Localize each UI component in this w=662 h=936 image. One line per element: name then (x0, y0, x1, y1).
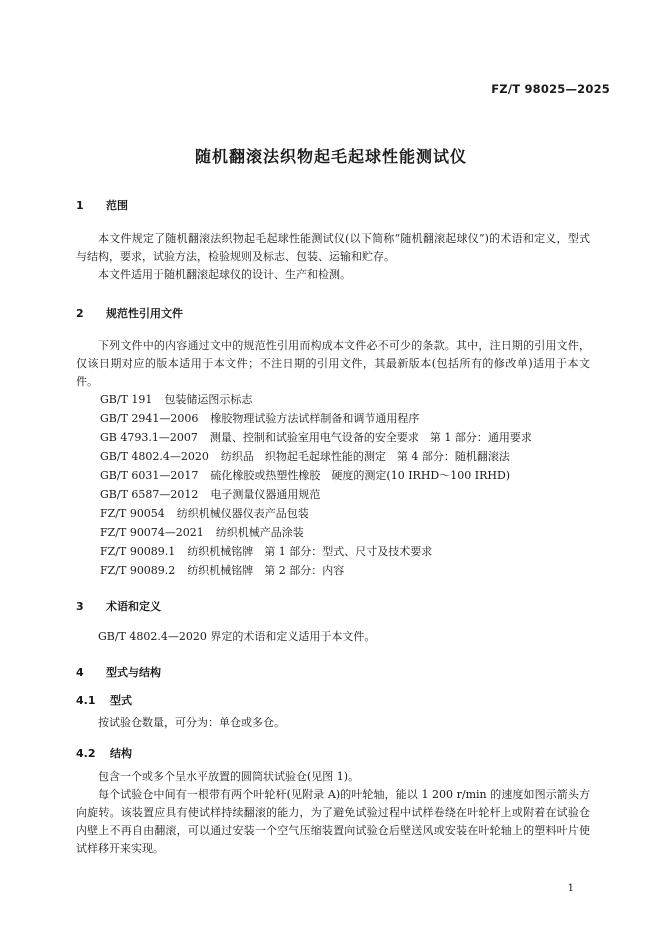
section-2-heading (76, 305, 183, 321)
reference-title: 纺织机械铭牌 第 2 部分：内容 (187, 564, 345, 577)
section-title: 术语和定义 (106, 600, 161, 613)
section-title: 范围 (106, 199, 128, 212)
reference-item (100, 410, 419, 426)
section-1-heading (76, 197, 128, 213)
reference-item (100, 505, 309, 521)
section-1-paragraph-2: 本文件适用于随机翻滚起球仪的设计、生产和检测。 (98, 268, 351, 281)
reference-code: FZ/T 90089.1 (100, 545, 176, 558)
section-number: 2 (76, 307, 84, 320)
section-title: 规范性引用文件 (106, 307, 183, 320)
section-3-heading (76, 598, 161, 614)
reference-code: GB/T 191 (100, 393, 153, 406)
section-4-2-paragraph-1: 包含一个或多个呈水平放置的圆筒状试验仓(见图 1)。 (98, 770, 360, 783)
section-title: 型式 (110, 694, 132, 707)
reference-code: GB/T 6587—2012 (100, 488, 199, 501)
reference-item (100, 543, 432, 559)
section-1-paragraph-1: 本文件规定了随机翻滚法织物起毛起球性能测试仪(以下简称“随机翻滚起球仪”)的术语和定义，型式与结构，要求，试验方法，检验规则及标志、包装、运输和贮存。 (76, 232, 590, 263)
reference-title: 纺织机械铭牌 第 1 部分：型式、尺寸及技术要求 (187, 545, 433, 558)
reference-title: 纺织品 织物起毛起球性能的测定 第 4 部分：随机翻滚法 (220, 450, 510, 463)
reference-title: 橡胶物理试验方法试样制备和调节通用程序 (210, 412, 420, 425)
reference-code: GB/T 6031—2017 (100, 469, 199, 482)
reference-code: GB 4793.1—2007 (100, 431, 198, 444)
reference-item (100, 486, 320, 502)
reference-item (100, 562, 344, 578)
section-title: 结构 (110, 747, 132, 760)
reference-item (100, 524, 304, 540)
reference-code: GB/T 2941—2006 (100, 412, 199, 425)
section-number: 4.1 (76, 694, 96, 707)
reference-item (100, 467, 510, 483)
reference-title: 测量、控制和试验室用电气设备的安全要求 第 1 部分：通用要求 (209, 431, 532, 444)
section-4-2-paragraph-2: 每个试验仓中间有一根带有两个叶轮杆(见附录 A)的叶轮轴，能以 1 200 r/min 的速度如图示箭头方向旋转。该装置应具有使试样持续翻滚的能力，为了避免试验过程中试样卷绕在叶轮杆上或附着在试验仓内壁上不再自由翻滚，可以通过安装一个空气压缩装置向试验仓后壁送风或安装在叶轮轴上的塑料叶片使试样移开来实现。 (76, 788, 590, 855)
reference-item (100, 429, 532, 445)
section-2-paragraph-1: 下列文件中的内容通过文中的规范性引用而构成本文件必不可少的条款。其中，注日期的引用文件，仅该日期对应的版本适用于本文件；不注日期的引用文件，其最新版本(包括所有的修改单)适用于本文件。 (76, 339, 590, 388)
document-title: 随机翻滚法织物起毛起球性能测试仪 (194, 147, 467, 166)
section-4-1-heading (76, 692, 132, 708)
section-number: 1 (76, 199, 84, 212)
reference-item (100, 448, 510, 464)
section-number: 4 (76, 666, 84, 679)
section-3-paragraph-1: GB/T 4802.4—2020 界定的术语和定义适用于本文件。 (98, 630, 376, 643)
reference-code: FZ/T 90054 (100, 507, 165, 520)
reference-title: 纺织机械产品涂装 (215, 526, 304, 539)
reference-title: 硫化橡胶或热塑性橡胶 硬度的测定(10 IRHD～100 IRHD) (210, 469, 511, 482)
section-title: 型式与结构 (106, 666, 161, 679)
section-4-1-paragraph: 按试验仓数量，可分为：单仓或多仓。 (98, 716, 285, 729)
reference-code: FZ/T 90074—2021 (100, 526, 204, 539)
reference-title: 纺织机械仪器仪表产品包装 (176, 507, 309, 520)
section-4-heading (76, 664, 161, 680)
standard-code: FZ/T 98025—2025 (491, 82, 610, 96)
section-number: 3 (76, 600, 84, 613)
reference-code: FZ/T 90089.2 (100, 564, 176, 577)
reference-title: 包装储运图示标志 (164, 393, 253, 406)
reference-item (100, 391, 252, 407)
section-4-2-heading (76, 745, 132, 761)
page-number: 1 (567, 883, 574, 894)
reference-title: 电子测量仪器通用规范 (210, 488, 321, 501)
section-number: 4.2 (76, 747, 96, 760)
reference-code: GB/T 4802.4—2020 (100, 450, 209, 463)
